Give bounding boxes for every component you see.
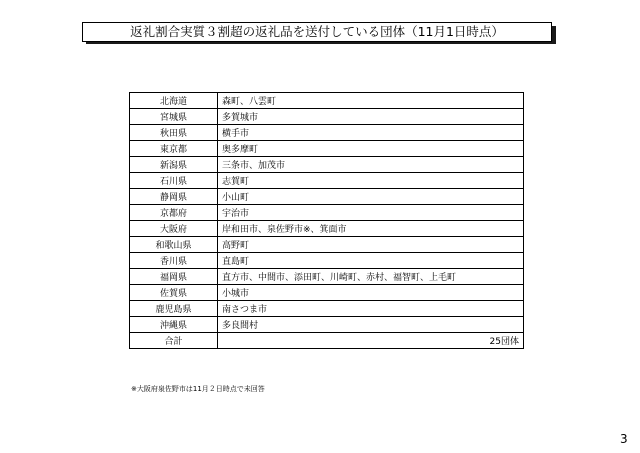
- table-row: [130, 189, 524, 205]
- prefecture-cell: 石川県: [130, 173, 218, 189]
- municipalities-cell: 宇治市: [218, 205, 524, 221]
- table-row: [130, 173, 524, 189]
- table-row: [130, 269, 524, 285]
- municipalities-cell: 高野町: [218, 237, 524, 253]
- table-row: [130, 301, 524, 317]
- prefecture-cell: 静岡県: [130, 189, 218, 205]
- prefecture-cell: 京都府: [130, 205, 218, 221]
- municipalities-cell: 直島町: [218, 253, 524, 269]
- prefecture-cell: 新潟県: [130, 157, 218, 173]
- table-row: [130, 93, 524, 109]
- municipalities-cell: 志賀町: [218, 173, 524, 189]
- municipalities-cell: 多良間村: [218, 317, 524, 333]
- prefecture-cell: 宮城県: [130, 109, 218, 125]
- page-number: 3: [620, 432, 628, 446]
- municipalities-cell: 直方市、中間市、添田町、川崎町、赤村、福智町、上毛町: [218, 269, 524, 285]
- total-row: [130, 333, 524, 349]
- table-row: [130, 205, 524, 221]
- footnote: ※大阪府泉佐野市は11月２日時点で未回答: [131, 385, 265, 393]
- prefecture-cell: 福岡県: [130, 269, 218, 285]
- table-row: [130, 317, 524, 333]
- prefecture-cell: 佐賀県: [130, 285, 218, 301]
- municipalities-cell: 南さつま市: [218, 301, 524, 317]
- prefecture-cell: 北海道: [130, 93, 218, 109]
- municipalities-cell: 多賀城市: [218, 109, 524, 125]
- prefecture-cell: 沖縄県: [130, 317, 218, 333]
- prefecture-cell: 大阪府: [130, 221, 218, 237]
- total-value: 25団体: [218, 333, 524, 349]
- table-row: [130, 125, 524, 141]
- municipalities-cell: 横手市: [218, 125, 524, 141]
- prefecture-cell: 東京都: [130, 141, 218, 157]
- municipalities-cell: 小山町: [218, 189, 524, 205]
- municipalities-cell: 三条市、加茂市: [218, 157, 524, 173]
- table-row: [130, 109, 524, 125]
- table-row: [130, 237, 524, 253]
- table-row: [130, 157, 524, 173]
- table-row: [130, 253, 524, 269]
- municipalities-cell: 小城市: [218, 285, 524, 301]
- total-label: 合計: [130, 333, 218, 349]
- table-body: [130, 93, 524, 333]
- prefecture-cell: 鹿児島県: [130, 301, 218, 317]
- page-title: 返礼割合実質３割超の返礼品を送付している団体（11月1日時点）: [82, 22, 552, 42]
- prefecture-cell: 和歌山県: [130, 237, 218, 253]
- table-row: [130, 285, 524, 301]
- prefecture-cell: 秋田県: [130, 125, 218, 141]
- municipalities-cell: 森町、八雲町: [218, 93, 524, 109]
- municipality-table: [129, 92, 524, 349]
- table-row: [130, 141, 524, 157]
- municipalities-cell: 奥多摩町: [218, 141, 524, 157]
- table-row: [130, 221, 524, 237]
- municipalities-cell: 岸和田市、泉佐野市※、箕面市: [218, 221, 524, 237]
- prefecture-cell: 香川県: [130, 253, 218, 269]
